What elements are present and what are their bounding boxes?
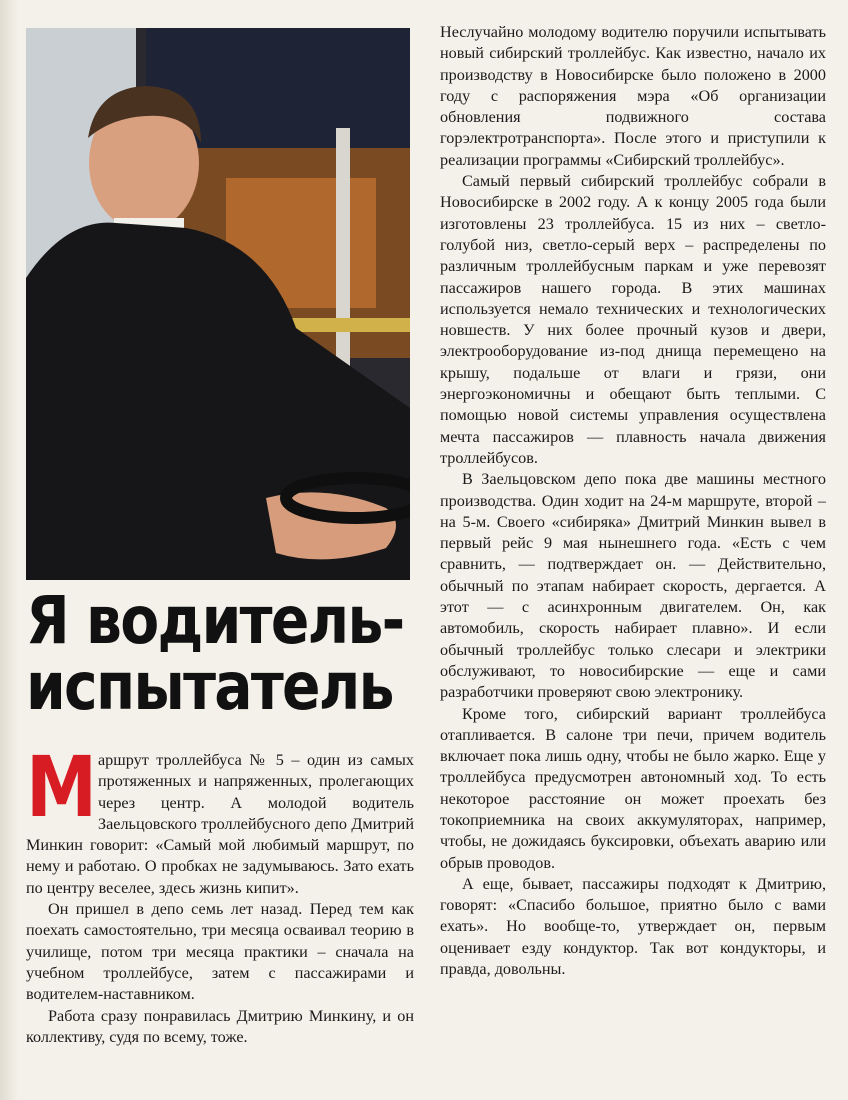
left-paragraph: Работа сразу понравилась Дмитрию Минкину, и он коллективу, судя по всему, тоже. — [26, 1006, 414, 1046]
headline-line-1: Я водитель- — [26, 582, 404, 659]
page-gutter-shadow — [0, 0, 18, 1100]
left-paragraph: аршрут троллейбуса № 5 – один из самых протяженных и напряженных, пролегающих через центр. А молодой водитель Заельцовского троллейбусного депо Дмитрий Минкин говорит: «Самый мой любимый маршрут, по нему и работаю. О пробках не задумываюсь. Зато ехать по центру веселее, здесь жизнь кипит». — [26, 751, 414, 897]
right-column — [440, 22, 826, 980]
driver-photo — [26, 28, 410, 580]
right-paragraph: Кроме того, сибирский вариант троллейбуса отапливается. В салоне три печи, причем водитель включает пока лишь одну, чтобы не было жарко. Еще у троллейбуса предусмотрен автономный ход. То есть некоторое расстояние он может проехать без токоприемника на своих аккумуляторах, например, чтобы, не дожидаясь буксировки, объехать аварию или обрыв проводов. — [440, 704, 826, 872]
dropcap-letter: М — [26, 738, 98, 836]
driver-photo-illustration — [26, 28, 410, 580]
right-paragraph: А еще, бывает, пассажиры подходят к Дмитрию, говорят: «Спасибо большое, приятно было с вами ехать». Но вообще-то, утверждает он, первым оценивает езду кондуктор. Так вот кондукторы, и правда, довольны. — [440, 874, 826, 979]
right-paragraph: Самый первый сибирский троллейбус собрали в Новосибирске в 2002 году. А к концу 2005 года были изготовлены 23 троллейбуса. 15 из них – светло-голубой низ, светло-серый верх – распределены по различным троллейбусным паркам и уже перевозят пассажиров нашего города. В этих машинах используется немало технических и технологических новшеств. У них более прочный кузов и двери, электрооборудование из-под днища перемещено на крышу, подальше от влаги и грязи, они энергоэкономичны и обещают быть теплыми. С помощью новой системы управления осуществлена мечта пассажиров — плавность начала движения троллейбусов. — [440, 172, 826, 467]
left-column — [26, 738, 414, 1048]
article-headline — [26, 582, 404, 725]
left-paragraph: Он пришел в депо семь лет назад. Перед тем как поехать самостоятельно, три месяца осваивал теорию в училище, потом три месяца практики – сначала на учебном троллейбусе, затем с пассажирами и водителем-наставником. — [26, 900, 414, 1004]
headline-line-2: испытатель — [26, 648, 393, 725]
right-paragraph: В Заельцовском депо пока две машины местного производства. Один ходит на 24-м маршруте, второй – на 5-м. Своего «сибиряка» Дмитрий Минкин вывел в первый рейс 9 мая нынешнего года. «Есть с чем сравнить, — подтверждает он. — Действительно, обычный по этапам набирает скорость, дергается. А этот — с асинхронным двигателем. Он, как автомобиль, скорость набирает плавно». И если обычный троллейбус только слесари и электрики обслуживают, то новосибирские — еще и сами разработчики проверяют свою электронику. — [440, 470, 826, 702]
right-paragraph: Неслучайно молодому водителю поручили испытывать новый сибирский троллейбус. Как известно, начало их производству в Новосибирске было положено в 2000 году с распоряжения мэра «Об организации обновления подвижного состава горэлектротранспорта». После этого и приступили к реализации программы «Сибирский троллейбус». — [440, 23, 826, 169]
